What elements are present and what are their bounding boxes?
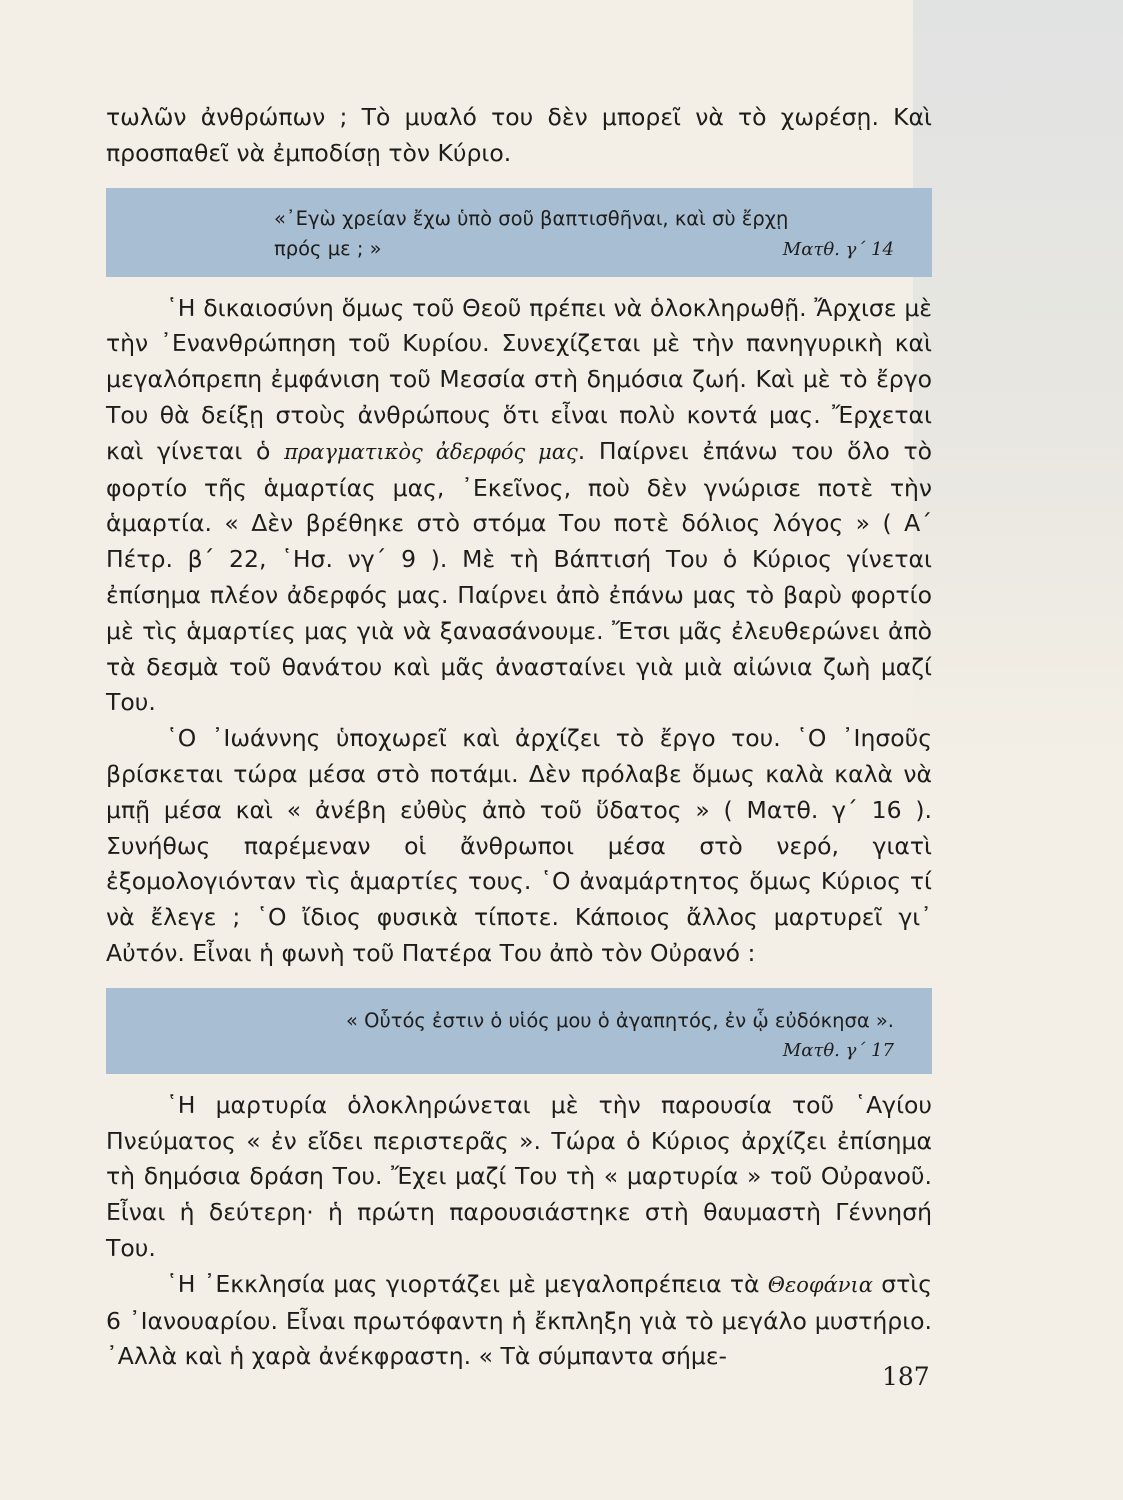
- p1-end: . Παίρνει ἐπάνω του ὅλο τὸ φορτίο τῆς ἁμαρτίας μας, ᾿Εκεῖνος, ποὺ δὲν γνώρισε ποτὲ τὴν ἁμαρτία. « Δὲν βρέθηκε στὸ στόμα Του ποτὲ δόλιος λόγος » ( Α΄ Πέτρ. β΄ 22, ῾Ησ. νγ΄ 9 ). Μὲ τὴ Βάπτισή Του ὁ Κύριος γίνεται ἐπίσημα πλέον ἀδερφός μας. Παίρνει ἀπὸ ἐπάνω μας τὸ βαρὺ φορτίο μὲ τὶς ἁμαρτίες μας γιὰ νὰ ξανασάνουμε. Ἔτσι μᾶς ἐλευθερώνει ἀπὸ τὰ δεσμὰ τοῦ θανάτου καὶ μᾶς ἀνασταίνει γιὰ μιὰ αἰώνια ζωὴ μαζί Του.: [106, 436, 932, 717]
- scripture-quote-1: [106, 188, 932, 277]
- p4-emphasis: Θεοφάνια: [767, 1272, 873, 1297]
- p1-start: ῾Η δικαιοσύνη ὅμως τοῦ Θεοῦ πρέπει νὰ ὁλοκληρωθῇ. Ἄρχισε μὲ τὴν ᾿Ενανθρώπηση τοῦ Κυρίου. Συνεχίζεται μὲ τὴν πανηγυρικὴ καὶ μεγαλόπρεπη ἐμφάνιση τοῦ Μεσσία στὴ δημόσια ζωή. Καὶ μὲ τὸ ἔργο Του θὰ δείξῃ στοὺς ἀνθρώπους ὅτι εἶναι πολὺ κοντά μας. Ἔρχεται καὶ γίνεται ὁ: [106, 293, 932, 465]
- quote-1-line-1: «᾿Εγὼ χρείαν ἔχω ὑπὸ σοῦ βαπτισθῆναι, καὶ σὺ ἔρχῃ: [274, 206, 789, 230]
- quote-2-reference: Ματθ. γ΄ 17: [782, 1039, 894, 1061]
- paragraph-church: [106, 1267, 932, 1375]
- p4-start: ῾Η ᾿Εκκλησία μας γιορτάζει μὲ μεγαλοπρέπεια τὰ: [166, 1269, 768, 1298]
- paragraph-intro: τωλῶν ἀνθρώπων ; Τὸ μυαλό του δὲν μπορεῖ νὰ τὸ χωρέσῃ. Καὶ προσπαθεῖ νὰ ἐμποδίσῃ τὸν Κύριο.: [106, 103, 932, 167]
- facing-page-bleed: [913, 0, 1123, 760]
- page-number: 187: [882, 1362, 930, 1391]
- quote-1-line-2: πρός με ; »: [274, 236, 382, 260]
- p1-emphasis: πραγματικὸς ἀδερφός μας: [284, 439, 578, 464]
- quote-1-reference: Ματθ. γ΄ 14: [782, 238, 894, 260]
- quote-2-text: « Οὗτός ἐστιν ὁ υἱός μου ὁ ἀγαπητός, ἐν ᾧ εὐδόκησα ».: [345, 1008, 894, 1032]
- scripture-quote-2: [106, 988, 932, 1074]
- paragraph-john: ῾Ο ᾿Ιωάννης ὑποχωρεῖ καὶ ἀρχίζει τὸ ἔργο του. ῾Ο ᾿Ιησοῦς βρίσκεται τώρα μέσα στὸ ποτάμι. Δὲν πρόλαβε ὅμως καλὰ καλὰ νὰ μπῇ μέσα καὶ « ἀνέβη εὐθὺς ἀπὸ τοῦ ὕδατος » ( Ματθ. γ΄ 16 ). Συνήθως παρέμεναν οἱ ἄνθρωποι μέσα στὸ νερό, γιατὶ ἐξομολογιόνταν τὶς ἁμαρτίες τους. ῾Ο ἀναμάρτητος ὅμως Κύριος τί νὰ ἔλεγε ; ῾Ο ἴδιος φυσικὰ τίποτε. Κάποιος ἄλλος μαρτυρεῖ γι᾿ Αὐτόν. Εἶναι ἡ φωνὴ τοῦ Πατέρα Του ἀπὸ τὸν Οὐρανό :: [106, 724, 932, 967]
- page-body: [106, 100, 932, 1375]
- paragraph-testimony: ῾Η μαρτυρία ὁλοκληρώνεται μὲ τὴν παρουσία τοῦ ῾Αγίου Πνεύματος « ἐν εἴδει περιστερᾶς ». Τώρα ὁ Κύριος ἀρχίζει ἐπίσημα τὴ δημόσια δράση Του. Ἔχει μαζί Του τὴ « μαρτυρία » τοῦ Οὐρανοῦ. Εἶναι ἡ δεύτερη· ἡ πρώτη παρουσιάστηκε στὴ θαυμαστὴ Γέννησή Του.: [106, 1090, 932, 1262]
- p4-end: στὶς 6 ᾿Ιανουαρίου. Εἶναι πρωτόφαντη ἡ ἔκπληξη γιὰ τὸ μεγάλο μυστήριο. ᾿Αλλὰ καὶ ἡ χαρὰ ἀνέκφραστη. « Τὰ σύμπαντα σήμε-: [106, 1269, 932, 1371]
- paragraph-righteousness: [106, 291, 932, 722]
